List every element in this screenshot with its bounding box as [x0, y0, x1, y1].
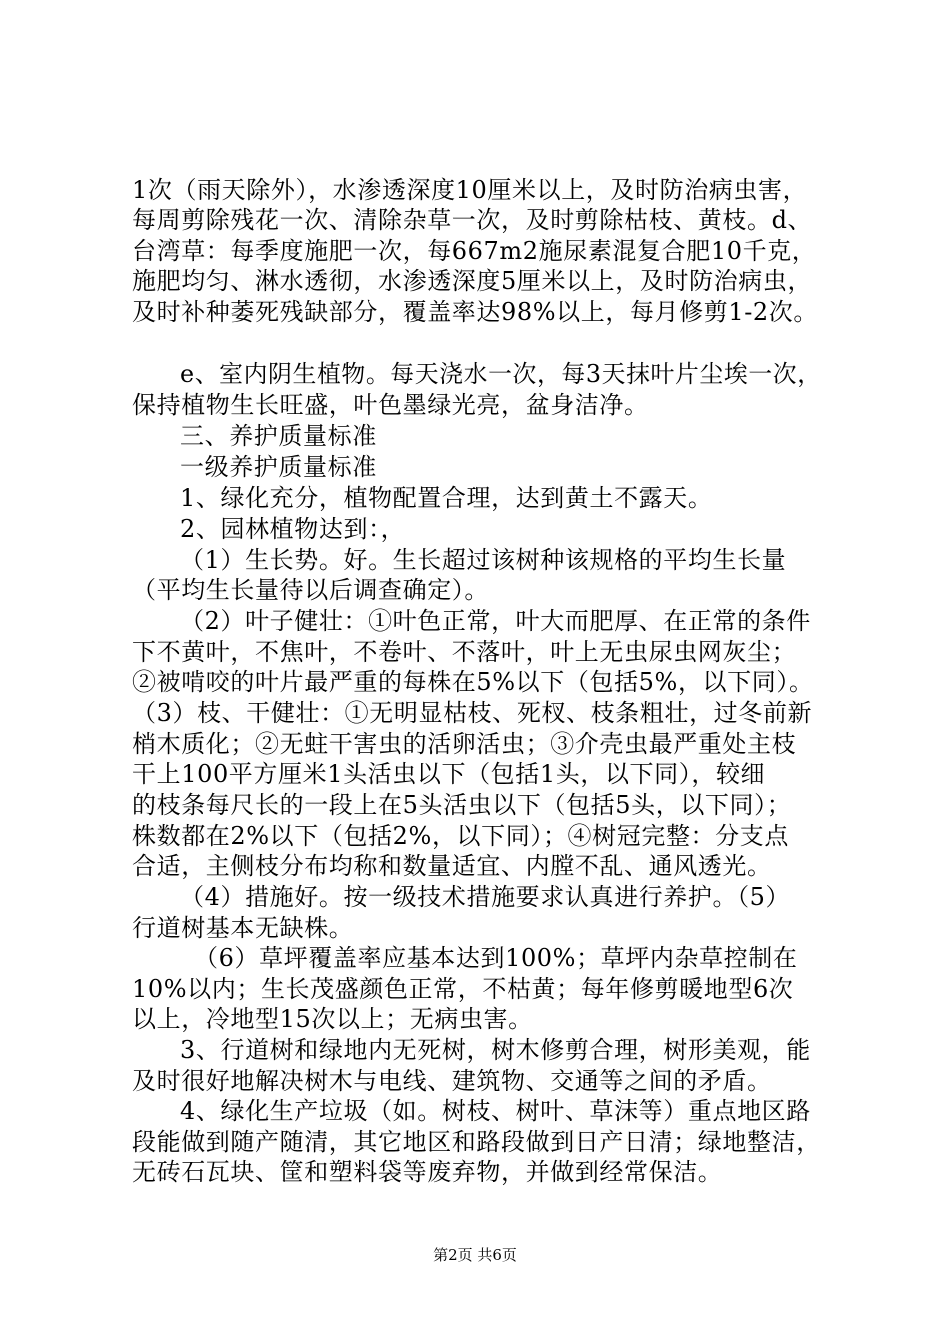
text-line: （2）叶子健壮：①叶色正常，叶大而肥厚、在正常的条件: [180, 607, 811, 635]
text-line: 梢木质化；②无蛀干害虫的活卵活虫；③介壳虫最严重处主枝: [132, 730, 797, 758]
text-line: （4）措施好。按一级技术措施要求认真进行养护。（5）: [180, 883, 791, 911]
text-line: 合适，主侧枝分布均称和数量适宜、内膛不乱、通风透光。: [132, 852, 772, 880]
text-line: 干上100平方厘米1头活虫以下（包括1头，以下同），较细: [132, 760, 766, 788]
text-line: 1、绿化充分，植物配置合理，达到黄土不露天。: [180, 484, 713, 512]
text-line: （1）生长势。好。生长超过该树种该规格的平均生长量: [180, 546, 787, 574]
text-line: 株数都在2%以下（包括2%，以下同）；④树冠完整：分支点: [132, 822, 789, 850]
text-line: 3、行道树和绿地内无死树，树木修剪合理，树形美观，能: [180, 1036, 811, 1064]
text-line: e、室内阴生植物。每天浇水一次，每3天抹叶片尘埃一次，: [180, 360, 822, 388]
text-line: 的枝条每尺长的一段上在5头活虫以下（包括5头，以下同）；: [132, 791, 792, 819]
text-line: 保持植物生长旺盛，叶色墨绿光亮，盆身洁净。: [132, 391, 649, 419]
text-line: 及时很好地解决树木与电线、建筑物、交通等之间的矛盾。: [132, 1067, 772, 1095]
text-line: 行道树基本无缺株。: [132, 914, 354, 942]
text-line: 4、绿化生产垃圾（如。树枝、树叶、草沫等）重点地区路: [180, 1097, 811, 1125]
text-line: 施肥均匀、淋水透彻，水渗透深度5厘米以上，及时防治病虫，: [132, 267, 813, 295]
text-line: 2、园林植物达到：，: [180, 515, 406, 543]
text-line: 10%以内；生长茂盛颜色正常，不枯黄；每年修剪暖地型6次: [132, 975, 794, 1003]
text-line: 无砖石瓦块、筐和塑料袋等废弃物，并做到经常保洁。: [132, 1158, 723, 1186]
text-line: （6）草坪覆盖率应基本达到100%；草坪内杂草控制在: [194, 944, 798, 972]
text-line: 每周剪除残花一次、清除杂草一次，及时剪除枯枝、黄枝。d、: [132, 206, 813, 234]
text-line: （平均生长量待以后调查确定）。: [132, 576, 489, 604]
text-line: 台湾草：每季度施肥一次，每667m2施尿素混复合肥10千克，: [132, 237, 817, 265]
text-line: 及时补种萎死残缺部分，覆盖率达98%以上，每月修剪1-2次。: [132, 298, 818, 326]
text-line: 以上，冷地型15次以上；无病虫害。: [132, 1005, 533, 1033]
text-line: 1次（雨天除外），水渗透深度10厘米以上，及时防治病虫害，: [132, 176, 808, 204]
text-line: （3）枝、干健壮：①无明显枯枝、死杈、枝条粗壮，过冬前新: [132, 699, 813, 727]
section-heading: 三、养护质量标准: [180, 422, 377, 450]
subsection-heading: 一级养护质量标准: [180, 453, 377, 481]
text-line: ②被啃咬的叶片最严重的每株在5%以下（包括5%，以下同）。: [132, 668, 814, 696]
page-number-footer: 第2页 共6页: [433, 1246, 517, 1264]
text-line: 段能做到随产随清，其它地区和路段做到日产日清；绿地整洁，: [132, 1128, 821, 1156]
text-line: 下不黄叶，不焦叶，不卷叶、不落叶，叶上无虫尿虫网灰尘；: [132, 638, 797, 666]
